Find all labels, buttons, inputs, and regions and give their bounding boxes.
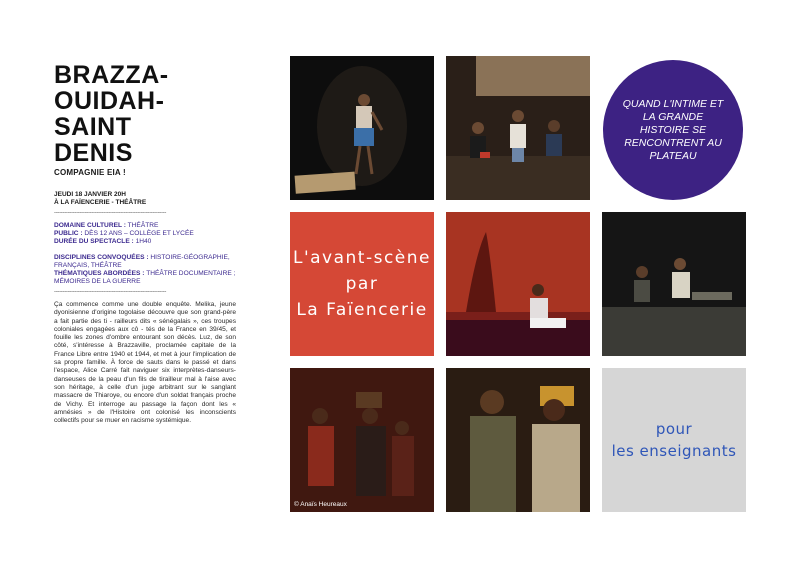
dashed-divider: ------------------------------------------------------------------ xyxy=(54,210,167,216)
stage-photo-dark-scene xyxy=(602,212,746,356)
info-block-general xyxy=(54,222,236,286)
avant-scene-line: La Faïencerie xyxy=(296,300,428,320)
stage-photo-group-scene xyxy=(446,56,590,200)
info-value: HISTOIRE-GÉOGRAPHIE, FRANÇAIS, THÉÂTRE xyxy=(54,254,230,269)
tagline-text: QUAND L'INTIME ET LA GRANDE HISTOIRE SE RENCONTRENT AU PLATEAU xyxy=(622,97,724,162)
avant-scene-line: L'avant-scène xyxy=(292,248,431,268)
title-line: BRAZZA- xyxy=(54,61,169,89)
stage-photo-hats xyxy=(290,368,434,512)
photo-credit: © Anaïs Heureaux xyxy=(294,501,347,508)
venue-line: À LA FAÏENCERIE - THÉÂTRE xyxy=(54,199,147,206)
info-value: THÉÂTRE DOCUMENTAIRE ; MÉMOIRES DE LA GUERRE xyxy=(54,270,236,285)
show-title xyxy=(54,62,236,166)
info-label: DISCIPLINES CONVOQUÉES : xyxy=(54,254,149,261)
info-row xyxy=(54,270,236,286)
info-label: THÉMATIQUES ABORDÉES : xyxy=(54,270,145,277)
info-label: DURÉE DU SPECTACLE : xyxy=(54,238,134,245)
info-row xyxy=(54,222,236,230)
date-line: JEUDI 18 JANVIER 20H xyxy=(54,191,126,198)
show-description: Ça commence comme une double enquête. Melika, jeune dyonisienne d'origine togolaise découvre que son grand-père a fait partie des ti - railleurs dits « sénégalais », ces troupes coloniales engagées aux cô - tés de la France en 39/45, et fouille les zones d'ombre entourant son décès. Luz, de son côté, s'intéresse à Brazzaville, proclamée capitale de la France Libre entre 1940 et 1944, et met à jour l'implication de sa propre famille. À force de sauts dans le passé et dans l'espace, Alice Carré fait naviguer six interprètes-danseurs-danseuses de la peau d'un fils de tirailleur mal à l'aise avec son héritage, à celle d'un juge arbitrant sur le sanglant massacre de Thiaroye, ou encore d'un soldat français proche de Vichy. Et interroge au passage la façon dont les « amnésies » de l'Histoire ont colonisé les inconscients collectifs pour se muer en racisme systémique. xyxy=(54,301,236,425)
info-row xyxy=(54,254,236,270)
avant-scene-line: par xyxy=(345,274,379,294)
info-row xyxy=(54,230,236,238)
teachers-tile xyxy=(602,368,746,512)
stage-photo-solo-dancer xyxy=(290,56,434,200)
stage-photo-red-light xyxy=(446,212,590,356)
company-name: COMPAGNIE EIA ! xyxy=(54,168,126,177)
dashed-divider: ------------------------------------------------------------------ xyxy=(54,289,167,295)
info-label: PUBLIC : xyxy=(54,230,83,237)
info-value: DÈS 12 ANS – COLLÈGE ET LYCÉE xyxy=(82,230,194,237)
left-column xyxy=(54,62,236,425)
info-row xyxy=(54,238,236,246)
info-value: 1H40 xyxy=(133,238,152,245)
info-label: DOMAINE CULTUREL : xyxy=(54,222,126,229)
teachers-line: les enseignants xyxy=(611,442,737,460)
title-line: OUIDAH- xyxy=(54,87,165,115)
avant-scene-tile xyxy=(290,212,434,356)
title-line: SAINT xyxy=(54,113,132,141)
teachers-line: pour xyxy=(655,420,693,438)
tagline-circle xyxy=(603,60,743,200)
info-value: THÉÂTRE xyxy=(125,222,159,229)
stage-photo-two-men xyxy=(446,368,590,512)
date-venue xyxy=(54,191,236,207)
title-line: DENIS xyxy=(54,139,133,167)
